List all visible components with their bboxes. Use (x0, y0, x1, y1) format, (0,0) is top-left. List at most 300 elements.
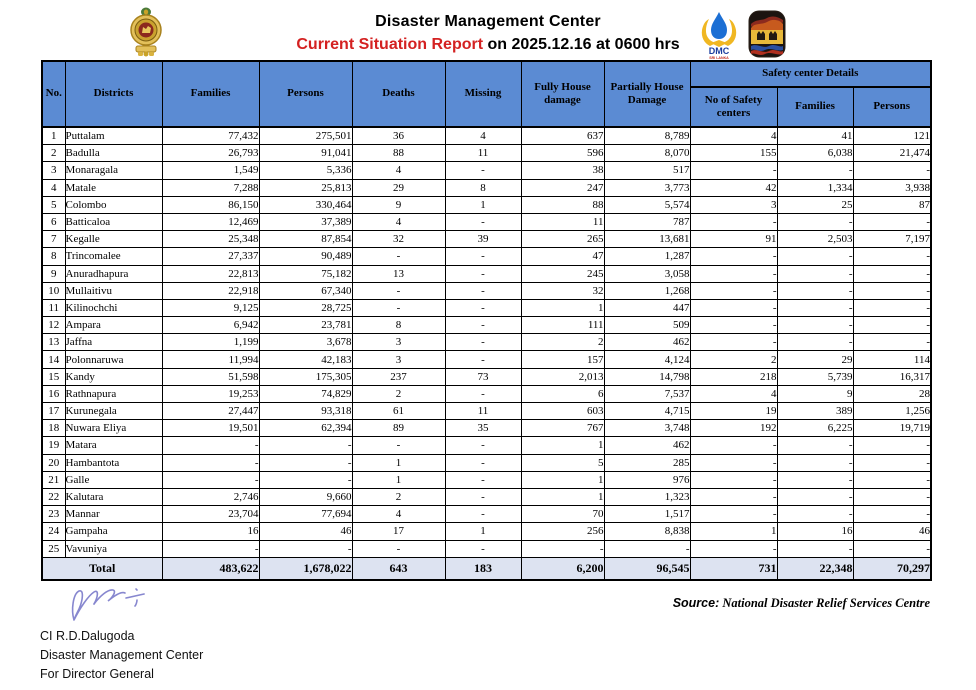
cell-families: 27,337 (162, 248, 259, 265)
cell-safety-families: - (777, 488, 853, 505)
cell-deaths: 89 (352, 420, 445, 437)
cell-safety-families: 389 (777, 403, 853, 420)
cell-district: Kurunegala (65, 403, 162, 420)
cell-district: Kalutara (65, 488, 162, 505)
cell-persons: 28,725 (259, 299, 352, 316)
cell-no-of-safety-centers: - (690, 213, 777, 230)
cell-no: 21 (42, 471, 65, 488)
cell-safety-persons: 19,719 (853, 420, 931, 437)
col-header-safety-families: Families (777, 87, 853, 127)
source-text: National Disaster Relief Services Centre (719, 596, 930, 610)
cell-persons: 42,183 (259, 351, 352, 368)
cell-no-of-safety-centers: - (690, 248, 777, 265)
cell-no-of-safety-centers: - (690, 334, 777, 351)
cell-no-of-safety-centers: - (690, 437, 777, 454)
cell-deaths: 3 (352, 351, 445, 368)
cell-families: 19,253 (162, 385, 259, 402)
table-row (42, 196, 931, 213)
cell-missing: 4 (445, 127, 521, 145)
cell-deaths: - (352, 437, 445, 454)
cell-missing: - (445, 540, 521, 557)
table-row (42, 127, 931, 145)
cell-safety-persons: 1,256 (853, 403, 931, 420)
cell-no: 3 (42, 162, 65, 179)
table-row (42, 540, 931, 557)
cell-district: Matale (65, 179, 162, 196)
cell-no: 15 (42, 368, 65, 385)
cell-partially-house-damage: 5,574 (604, 196, 690, 213)
cell-safety-families: - (777, 248, 853, 265)
col-header-families: Families (162, 61, 259, 127)
cell-safety-persons: - (853, 488, 931, 505)
col-header-missing: Missing (445, 61, 521, 127)
cell-no-of-safety-centers: 42 (690, 179, 777, 196)
cell-district: Polonnaruwa (65, 351, 162, 368)
cell-missing: - (445, 471, 521, 488)
signatory-role: For Director General (40, 667, 154, 681)
cell-safety-families: 25 (777, 196, 853, 213)
cell-missing: 73 (445, 368, 521, 385)
sri-lanka-emblem-logo (127, 6, 165, 58)
cell-safety-families: 41 (777, 127, 853, 145)
cell-no: 11 (42, 299, 65, 316)
cell-persons: 175,305 (259, 368, 352, 385)
cell-partially-house-damage: 3,058 (604, 265, 690, 282)
cell-safety-families: - (777, 299, 853, 316)
cell-partially-house-damage: 13,681 (604, 231, 690, 248)
signature-handwriting (64, 584, 204, 626)
cell-persons: 77,694 (259, 506, 352, 523)
cell-district: Mullaitivu (65, 282, 162, 299)
cell-families: 1,549 (162, 162, 259, 179)
cell-deaths: 3 (352, 334, 445, 351)
cell-deaths: 32 (352, 231, 445, 248)
cell-safety-families: - (777, 540, 853, 557)
cell-no-of-safety-centers: - (690, 317, 777, 334)
signatory-name: CI R.D.Dalugoda (40, 629, 135, 643)
cell-partially-house-damage: 1,517 (604, 506, 690, 523)
cell-persons: 87,854 (259, 231, 352, 248)
cell-no: 22 (42, 488, 65, 505)
cell-no: 4 (42, 179, 65, 196)
cell-families: - (162, 471, 259, 488)
cell-families: 7,288 (162, 179, 259, 196)
col-header-safety-persons: Persons (853, 87, 931, 127)
col-header-districts: Districts (65, 61, 162, 127)
cell-deaths: 4 (352, 162, 445, 179)
cell-partially-house-damage: 1,287 (604, 248, 690, 265)
cell-deaths: 1 (352, 471, 445, 488)
total-safety-families: 22,348 (777, 557, 853, 580)
cell-persons: - (259, 454, 352, 471)
cell-fully-house-damage: 1 (521, 299, 604, 316)
cell-deaths: 61 (352, 403, 445, 420)
cell-district: Mannar (65, 506, 162, 523)
total-label: Total (42, 557, 162, 580)
cell-fully-house-damage: 265 (521, 231, 604, 248)
cell-partially-house-damage: 14,798 (604, 368, 690, 385)
cell-families: 25,348 (162, 231, 259, 248)
cell-no: 16 (42, 385, 65, 402)
cell-no: 19 (42, 437, 65, 454)
table-row (42, 248, 931, 265)
cell-safety-families: - (777, 454, 853, 471)
cell-missing: 1 (445, 523, 521, 540)
cell-deaths: 4 (352, 213, 445, 230)
cell-persons: 9,660 (259, 488, 352, 505)
cell-persons: 25,813 (259, 179, 352, 196)
cell-missing: - (445, 437, 521, 454)
cell-missing: - (445, 351, 521, 368)
cell-families: 77,432 (162, 127, 259, 145)
cell-no: 6 (42, 213, 65, 230)
table-row (42, 213, 931, 230)
table-row (42, 162, 931, 179)
cell-families: 16 (162, 523, 259, 540)
cell-missing: - (445, 265, 521, 282)
cell-no-of-safety-centers: 3 (690, 196, 777, 213)
cell-missing: - (445, 385, 521, 402)
cell-fully-house-damage: 38 (521, 162, 604, 179)
situation-report-table (41, 60, 932, 581)
cell-persons: - (259, 540, 352, 557)
cell-deaths: 9 (352, 196, 445, 213)
cell-fully-house-damage: 88 (521, 196, 604, 213)
cell-safety-families: - (777, 471, 853, 488)
col-header-no: No. (42, 61, 65, 127)
cell-missing: 39 (445, 231, 521, 248)
cell-deaths: 237 (352, 368, 445, 385)
col-header-no-of-safety-centers: No of Safety centers (690, 87, 777, 127)
cell-missing: 1 (445, 196, 521, 213)
cell-no-of-safety-centers: 19 (690, 403, 777, 420)
cell-safety-persons: - (853, 162, 931, 179)
cell-fully-house-damage: 111 (521, 317, 604, 334)
cell-partially-house-damage: 976 (604, 471, 690, 488)
cell-no-of-safety-centers: 155 (690, 145, 777, 162)
cell-missing: 11 (445, 145, 521, 162)
cell-partially-house-damage: 8,838 (604, 523, 690, 540)
col-header-fully-house-damage: Fully House damage (521, 61, 604, 127)
cell-persons: 75,182 (259, 265, 352, 282)
cell-safety-families: 29 (777, 351, 853, 368)
cell-safety-families: - (777, 334, 853, 351)
cell-no: 14 (42, 351, 65, 368)
cell-no: 24 (42, 523, 65, 540)
col-header-deaths: Deaths (352, 61, 445, 127)
cell-missing: - (445, 282, 521, 299)
table-row (42, 437, 931, 454)
cell-fully-house-damage: 157 (521, 351, 604, 368)
cell-safety-families: - (777, 506, 853, 523)
dmc-logo-text: DMC (708, 46, 730, 56)
table-row (42, 523, 931, 540)
table-row (42, 385, 931, 402)
cell-missing: - (445, 488, 521, 505)
cell-district: Trincomalee (65, 248, 162, 265)
cell-families: - (162, 454, 259, 471)
cell-partially-house-damage: 462 (604, 334, 690, 351)
cell-persons: 37,389 (259, 213, 352, 230)
cell-no: 5 (42, 196, 65, 213)
cell-safety-families: 2,503 (777, 231, 853, 248)
cell-fully-house-damage: 596 (521, 145, 604, 162)
cell-missing: 35 (445, 420, 521, 437)
total-safety-persons: 70,297 (853, 557, 931, 580)
cell-safety-families: 1,334 (777, 179, 853, 196)
cell-no: 18 (42, 420, 65, 437)
cell-fully-house-damage: 2,013 (521, 368, 604, 385)
cell-no-of-safety-centers: 192 (690, 420, 777, 437)
cell-district: Galle (65, 471, 162, 488)
col-header-persons: Persons (259, 61, 352, 127)
cell-no: 25 (42, 540, 65, 557)
cell-partially-house-damage: 3,748 (604, 420, 690, 437)
cell-district: Ampara (65, 317, 162, 334)
cell-persons: 5,336 (259, 162, 352, 179)
cell-deaths: 88 (352, 145, 445, 162)
cell-safety-persons: 114 (853, 351, 931, 368)
cell-fully-house-damage: 637 (521, 127, 604, 145)
cell-district: Matara (65, 437, 162, 454)
cell-families: - (162, 540, 259, 557)
cell-families: - (162, 437, 259, 454)
cell-district: Jaffna (65, 334, 162, 351)
cell-safety-persons: 7,197 (853, 231, 931, 248)
dmc-logo-subtext: SRI LANKA (709, 56, 729, 59)
table-row (42, 351, 931, 368)
report-name: Current Situation Report (296, 36, 484, 53)
table-row (42, 317, 931, 334)
cell-safety-persons: - (853, 437, 931, 454)
cell-no: 1 (42, 127, 65, 145)
dmc-logo (696, 9, 742, 59)
source-label: Source: (672, 596, 720, 610)
cell-no-of-safety-centers: 4 (690, 385, 777, 402)
cell-district: Hambantota (65, 454, 162, 471)
cell-no: 8 (42, 248, 65, 265)
cell-partially-house-damage: 3,773 (604, 179, 690, 196)
cell-district: Colombo (65, 196, 162, 213)
cell-missing: - (445, 299, 521, 316)
cell-partially-house-damage: 509 (604, 317, 690, 334)
cell-no-of-safety-centers: 91 (690, 231, 777, 248)
cell-persons: 3,678 (259, 334, 352, 351)
table-row (42, 265, 931, 282)
cell-fully-house-damage: 70 (521, 506, 604, 523)
table-row (42, 454, 931, 471)
cell-deaths: 8 (352, 317, 445, 334)
cell-no: 12 (42, 317, 65, 334)
cell-missing: - (445, 162, 521, 179)
cell-safety-persons: - (853, 454, 931, 471)
table-row (42, 368, 931, 385)
table-row (42, 282, 931, 299)
cell-fully-house-damage: 5 (521, 454, 604, 471)
cell-safety-persons: - (853, 540, 931, 557)
total-partially-house-damage: 96,545 (604, 557, 690, 580)
total-no-of-safety-centers: 731 (690, 557, 777, 580)
cell-fully-house-damage: 6 (521, 385, 604, 402)
total-families: 483,622 (162, 557, 259, 580)
cell-no: 20 (42, 454, 65, 471)
cell-no-of-safety-centers: - (690, 299, 777, 316)
cell-no-of-safety-centers: - (690, 540, 777, 557)
cell-partially-house-damage: 4,715 (604, 403, 690, 420)
cell-district: Nuwara Eliya (65, 420, 162, 437)
source-line (673, 596, 930, 611)
cell-no-of-safety-centers: 2 (690, 351, 777, 368)
cell-families: 2,746 (162, 488, 259, 505)
cell-partially-house-damage: 8,070 (604, 145, 690, 162)
cell-no-of-safety-centers: - (690, 471, 777, 488)
cell-safety-persons: - (853, 334, 931, 351)
cell-no: 23 (42, 506, 65, 523)
cell-safety-families: 9 (777, 385, 853, 402)
cell-persons: 330,464 (259, 196, 352, 213)
cell-deaths: - (352, 282, 445, 299)
cell-persons: - (259, 471, 352, 488)
cell-no: 2 (42, 145, 65, 162)
cell-safety-persons: 21,474 (853, 145, 931, 162)
cell-fully-house-damage: 11 (521, 213, 604, 230)
cell-no-of-safety-centers: - (690, 265, 777, 282)
cell-safety-families: - (777, 317, 853, 334)
cell-safety-families: 6,225 (777, 420, 853, 437)
table-row (42, 299, 931, 316)
cell-deaths: - (352, 540, 445, 557)
cell-safety-families: - (777, 162, 853, 179)
cell-partially-house-damage: 285 (604, 454, 690, 471)
col-header-partially-house-damage: Partially House Damage (604, 61, 690, 127)
cell-safety-persons: - (853, 265, 931, 282)
cell-no: 13 (42, 334, 65, 351)
cell-safety-persons: - (853, 282, 931, 299)
cell-fully-house-damage: 1 (521, 437, 604, 454)
cell-partially-house-damage: 1,323 (604, 488, 690, 505)
table-row (42, 231, 931, 248)
cell-missing: - (445, 317, 521, 334)
cell-families: 26,793 (162, 145, 259, 162)
cell-persons: 23,781 (259, 317, 352, 334)
cell-families: 6,942 (162, 317, 259, 334)
cell-safety-persons: - (853, 471, 931, 488)
cell-safety-persons: - (853, 317, 931, 334)
cell-no-of-safety-centers: - (690, 162, 777, 179)
cell-persons: 91,041 (259, 145, 352, 162)
cell-safety-persons: 46 (853, 523, 931, 540)
cell-safety-families: - (777, 282, 853, 299)
cell-no-of-safety-centers: 218 (690, 368, 777, 385)
cell-deaths: 4 (352, 506, 445, 523)
cell-persons: 62,394 (259, 420, 352, 437)
cell-partially-house-damage: 4,124 (604, 351, 690, 368)
cell-safety-persons: - (853, 299, 931, 316)
cell-fully-house-damage: 256 (521, 523, 604, 540)
cell-safety-persons: - (853, 506, 931, 523)
cell-fully-house-damage: 1 (521, 471, 604, 488)
cell-no-of-safety-centers: - (690, 454, 777, 471)
cell-fully-house-damage: 2 (521, 334, 604, 351)
table-row (42, 145, 931, 162)
cell-persons: 93,318 (259, 403, 352, 420)
total-deaths: 643 (352, 557, 445, 580)
cell-partially-house-damage: 517 (604, 162, 690, 179)
cell-safety-persons: - (853, 248, 931, 265)
cell-district: Rathnapura (65, 385, 162, 402)
table-row (42, 488, 931, 505)
cell-no: 17 (42, 403, 65, 420)
cell-fully-house-damage: 603 (521, 403, 604, 420)
cell-no-of-safety-centers: - (690, 488, 777, 505)
cell-safety-families: 5,739 (777, 368, 853, 385)
cell-safety-persons: 121 (853, 127, 931, 145)
cell-no-of-safety-centers: - (690, 282, 777, 299)
cell-persons: 74,829 (259, 385, 352, 402)
cell-partially-house-damage: 787 (604, 213, 690, 230)
cell-safety-persons: 16,317 (853, 368, 931, 385)
cell-families: 27,447 (162, 403, 259, 420)
cell-families: 86,150 (162, 196, 259, 213)
ndrsc-logo (748, 10, 786, 58)
cell-missing: 8 (445, 179, 521, 196)
cell-fully-house-damage: 47 (521, 248, 604, 265)
cell-families: 9,125 (162, 299, 259, 316)
cell-safety-persons: 87 (853, 196, 931, 213)
cell-persons: - (259, 437, 352, 454)
cell-fully-house-damage: 32 (521, 282, 604, 299)
cell-deaths: 29 (352, 179, 445, 196)
cell-district: Puttalam (65, 127, 162, 145)
cell-no-of-safety-centers: - (690, 506, 777, 523)
col-group-safety-center-details: Safety center Details (690, 61, 931, 87)
cell-safety-families: - (777, 265, 853, 282)
table-row (42, 420, 931, 437)
cell-deaths: 2 (352, 385, 445, 402)
cell-no: 7 (42, 231, 65, 248)
cell-no: 9 (42, 265, 65, 282)
cell-partially-house-damage: - (604, 540, 690, 557)
cell-no: 10 (42, 282, 65, 299)
cell-partially-house-damage: 1,268 (604, 282, 690, 299)
cell-safety-families: - (777, 437, 853, 454)
cell-district: Kandy (65, 368, 162, 385)
cell-no-of-safety-centers: 4 (690, 127, 777, 145)
table-row (42, 403, 931, 420)
cell-partially-house-damage: 447 (604, 299, 690, 316)
cell-missing: - (445, 213, 521, 230)
total-missing: 183 (445, 557, 521, 580)
cell-deaths: 2 (352, 488, 445, 505)
total-fully-house-damage: 6,200 (521, 557, 604, 580)
report-datetime: on 2025.12.16 at 0600 hrs (483, 36, 680, 53)
total-persons: 1,678,022 (259, 557, 352, 580)
cell-fully-house-damage: 767 (521, 420, 604, 437)
cell-missing: - (445, 454, 521, 471)
cell-deaths: 13 (352, 265, 445, 282)
cell-district: Batticaloa (65, 213, 162, 230)
table-row (42, 471, 931, 488)
cell-partially-house-damage: 462 (604, 437, 690, 454)
page-title: Disaster Management Center (375, 13, 601, 30)
cell-district: Anuradhapura (65, 265, 162, 282)
cell-persons: 275,501 (259, 127, 352, 145)
total-row (42, 557, 931, 580)
cell-missing: - (445, 334, 521, 351)
cell-district: Badulla (65, 145, 162, 162)
cell-deaths: 1 (352, 454, 445, 471)
cell-deaths: - (352, 248, 445, 265)
